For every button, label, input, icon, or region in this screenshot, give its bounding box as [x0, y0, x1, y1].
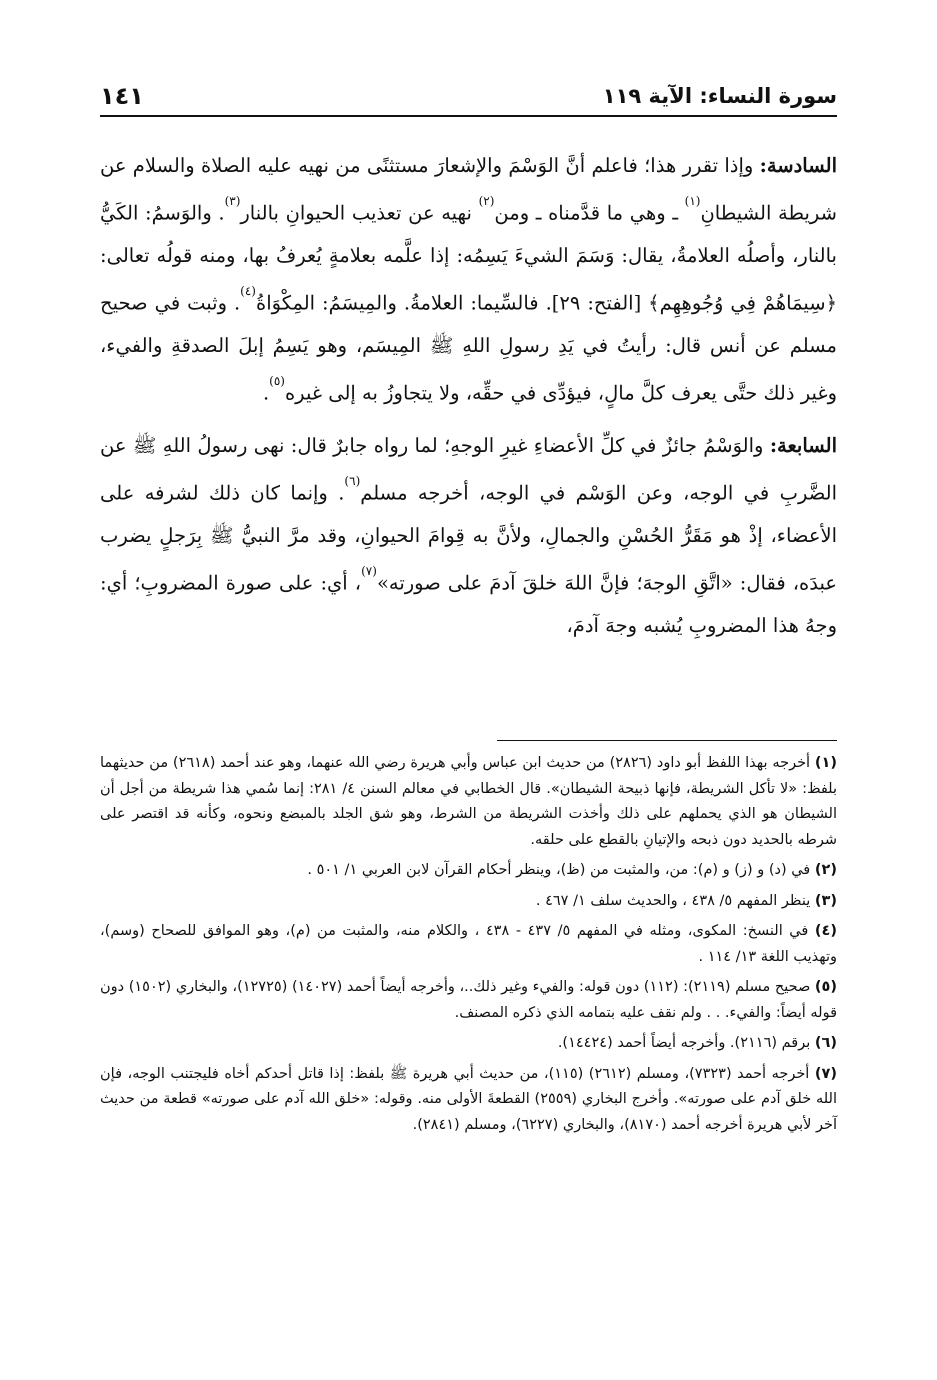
page-number: ١٤١ — [100, 82, 144, 110]
text-run: نهيه عن تعذيب الحيوانِ بالنار — [240, 201, 479, 225]
footnote-divider — [497, 740, 837, 741]
footnote-text: في (د) و (ز) و (م): من، والمثبت من (ظ)، وينظر أحكام القرآن لابن العربي ١/ ٥٠١ . — [307, 862, 811, 878]
footnote-ref[interactable]: (٢) — [478, 194, 495, 209]
footnote-ref[interactable]: (٧) — [361, 563, 377, 578]
footnote-ref[interactable]: (١) — [684, 194, 701, 209]
paragraph-seventh — [100, 425, 837, 647]
footnote-ref[interactable]: (٦) — [344, 473, 361, 488]
footnote-text: صحيح مسلم (٢١١٩): (١١٢) دون قوله: والفيء وغير ذلك..، وأخرجه أيضاً أحمد (١٤٠٢٧) (١٢٧٢٥)، والبخاري (١٥٠٢) دون قوله أيضاً: والفيء. . . ولم نقف عليه بتمامه الذي ذكره المصنف. — [100, 979, 837, 1021]
text-run: ـ وهي ما قدَّمناه ـ ومن — [494, 201, 685, 225]
text-run: . وثبت في صحيح مسلم عن أنس قال: رأيتُ في يَدِ رسولِ اللهِ ﷺ المِيسَم، وهو يَسِمُ إبلَ الصدقةِ والفيء، وغير ذلك حتَّى يعرف كلَّ مالٍ، فيؤدِّى في حقِّه، ولا يتجاوزُ به إلى غيره — [100, 291, 837, 405]
footnote-3 — [100, 889, 837, 915]
footnote-number: (٦) — [814, 1035, 837, 1051]
text-run: . وإنما كان ذلك لشرفه على الأعضاء، إذْ هو مَقَرُّ الحُسْنِ والجمالِ، ولأنَّ به قِوامَ الحيوانِ، وقد مرَّ النبيُّ ﷺ بِرَجلٍ يضرب عبدَه، فقال: «اتَّقِ الوجهَ؛ فإنَّ اللهَ خلقَ آدمَ على صورته» — [100, 481, 838, 595]
footnote-number: (٤) — [814, 923, 838, 939]
footnote-text: في النسخ: المكوى، ومثله في المفهم ٥/ ٤٣٧ - ٤٣٨ ، والكلام منه، والمثبت من (م)، وهو الموافق للصحاح (وسم)، وتهذيب اللغة ١٣/ ١١٤ . — [100, 923, 837, 965]
footnote-6 — [100, 1031, 837, 1057]
page-header — [100, 80, 837, 112]
footnote-number: (١) — [814, 755, 838, 771]
text-run: . — [262, 381, 270, 405]
paragraph-sixth — [100, 145, 837, 415]
footnote-ref[interactable]: (٣) — [224, 194, 241, 209]
footnote-number: (٥) — [814, 979, 838, 995]
footnote-text: أخرجه بهذا اللفظ أبو داود (٢٨٢٦) من حديث ابن عباس وأبي هريرة رضي الله عنهما، وهو عند أحمد (٢٦١٨) من حديثهما بلفظ: «لا تأكل الشريطة، فإنها ذبيحة الشيطان». قال الخطابي في معالم السنن ٤/ ٢٨١: إنما سُمي هذا شريطة من أجل أن الشيطان هو الذي يحملهم على ذلك وأخذت الشريطة من الشرط، وهو شق الجلد بالمبضع ونحوه، وكأنه قد اقتصر على شرطه بالحديد دون ذبحه والإتيانِ بالقطع على حلقه. — [100, 755, 837, 848]
footnote-text: أخرجه أحمد (٧٣٢٣)، ومسلم (٢٦١٢) (١١٥)، من حديث أبي هريرة ﷺ بلفظ: إذا قاتل أحدكم أخاه فليجتنب الوجه، فإن الله خلق آدم على صورته». وأخرج البخاري (٢٥٥٩) القطعةَ الأولى منه. وقوله: «خلق الله آدم على صورته» قطعة من حديث آخر لأبي هريرة أخرجه أحمد (٨١٧٠)، والبخاري (٦٢٢٧)، ومسلم (٢٨٤١). — [100, 1065, 837, 1133]
footnote-ref[interactable]: (٥) — [269, 374, 285, 389]
text-run: ، أي: على صورة المضروبِ؛ أي: وجهُ هذا المضروبِ يُشبه وجهَ آدمَ، — [100, 571, 837, 637]
footnote-text: برقم (٢١١٦). وأخرجه أيضاً أحمد (١٤٤٢٤). — [557, 1035, 811, 1051]
text-run: . والوَسمُ: الكَيُّ بالنار، وأصلُه العلامةُ، يقال: وَسَمَ الشيءَ يَسِمُه: إذا علَّمه بعلامةٍ يُعرفُ بها، ومنه قولُه تعالى: ﴿سِيمَاهُمْ فِي وُجُوهِهِم﴾ [الفتح: ٢٩]. فالسِّيما: العلامةُ. والمِيسَمُ: المِكْوَاةُ — [100, 201, 837, 315]
text-run: والوَسْمُ جائزٌ في كلِّ الأعضاءِ غيرِ الوجهِ؛ لما رواه جابرٌ قال: نهى رسولُ اللهِ ﷺ عن الضَّربِ في الوجه، وعن الوَسْم في الوجه، أخرجه مسلم — [100, 433, 837, 505]
running-title: سورة النساء: الآية ١١٩ — [602, 84, 837, 108]
footnote-1 — [100, 751, 837, 853]
paragraph-lead: السادسة: — [759, 154, 837, 177]
footnote-text: ينظر المفهم ٥/ ٤٣٨ ، والحديث سلف ١/ ٤٦٧ . — [535, 892, 811, 909]
footnote-number: (٢) — [814, 862, 837, 878]
footnotes — [100, 751, 837, 1143]
paragraph-lead: السابعة: — [769, 433, 838, 457]
footnote-number: (٧) — [814, 1065, 837, 1082]
text-run: وإذا تقرر هذا؛ فاعلم أنَّ الوَسْمَ والإشعارَ مستثنًى من نهيه عليه الصلاة والسلام عن شريطة الشيطانِ — [100, 154, 837, 225]
footnote-5 — [100, 975, 837, 1026]
footnote-number: (٣) — [814, 892, 837, 909]
footnote-2 — [100, 858, 837, 884]
header-divider — [100, 115, 837, 117]
footnote-7 — [100, 1062, 837, 1139]
footnote-4 — [100, 919, 837, 970]
footnote-ref[interactable]: (٤) — [240, 284, 256, 299]
main-text — [100, 145, 837, 647]
